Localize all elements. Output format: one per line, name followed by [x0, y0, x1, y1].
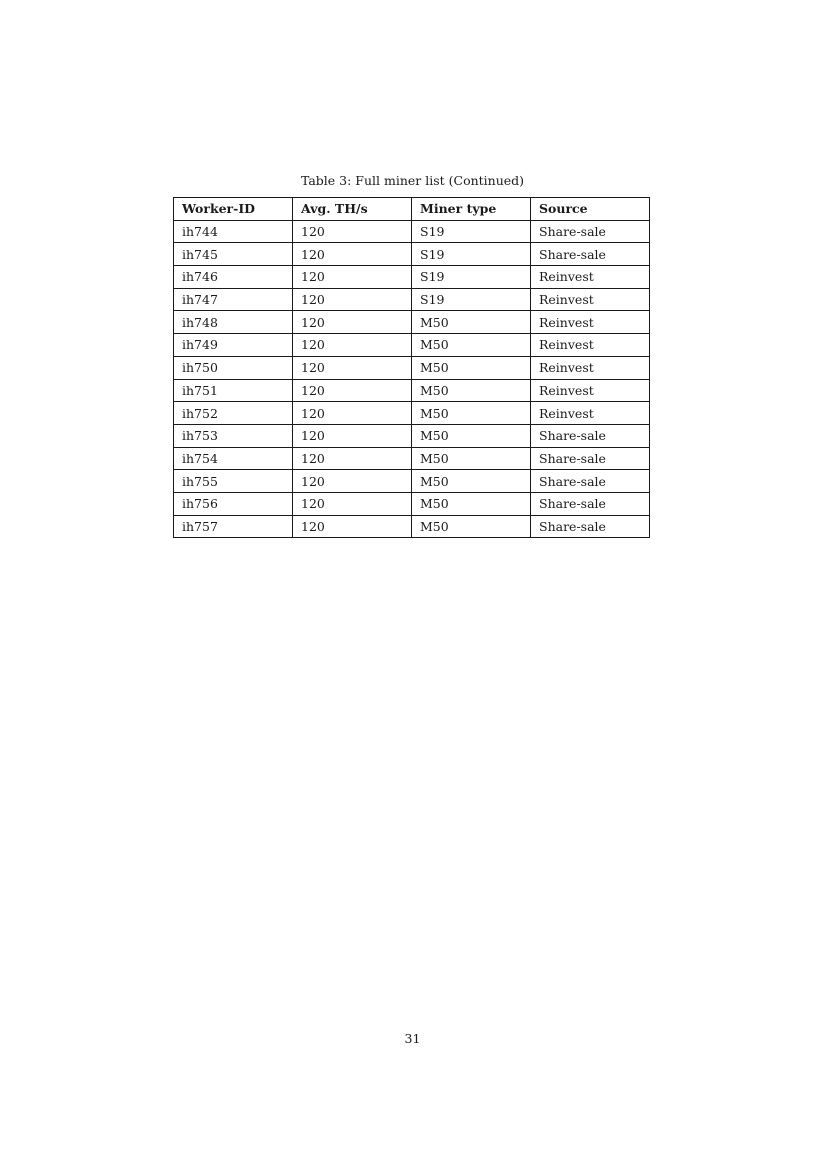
- table-row: [174, 402, 650, 425]
- cell-worker-id: ih744: [174, 220, 293, 243]
- cell-source: Reinvest: [531, 379, 650, 402]
- column-header-worker-id: Worker-ID: [174, 198, 293, 221]
- cell-source: Share-sale: [531, 243, 650, 266]
- page-number: 31: [404, 1031, 421, 1046]
- cell-avg-ths: 120: [293, 220, 412, 243]
- cell-miner-type: S19: [412, 243, 531, 266]
- cell-source: Reinvest: [531, 356, 650, 379]
- cell-miner-type: S19: [412, 266, 531, 289]
- table-row: [174, 424, 650, 447]
- cell-avg-ths: 120: [293, 470, 412, 493]
- cell-source: Reinvest: [531, 311, 650, 334]
- cell-miner-type: M50: [412, 424, 531, 447]
- header-row: [174, 198, 650, 221]
- cell-avg-ths: 120: [293, 243, 412, 266]
- table-row: [174, 356, 650, 379]
- cell-avg-ths: 120: [293, 288, 412, 311]
- cell-worker-id: ih747: [174, 288, 293, 311]
- cell-worker-id: ih755: [174, 470, 293, 493]
- table-caption: Table 3: Full miner list (Continued): [300, 173, 525, 188]
- table-row: [174, 311, 650, 334]
- cell-worker-id: ih746: [174, 266, 293, 289]
- cell-miner-type: M50: [412, 515, 531, 538]
- column-header-source: Source: [531, 198, 650, 221]
- cell-miner-type: S19: [412, 220, 531, 243]
- column-header-miner-type: Miner type: [412, 198, 531, 221]
- table-row: [174, 470, 650, 493]
- cell-avg-ths: 120: [293, 311, 412, 334]
- cell-worker-id: ih748: [174, 311, 293, 334]
- cell-avg-ths: 120: [293, 492, 412, 515]
- cell-worker-id: ih752: [174, 402, 293, 425]
- cell-worker-id: ih757: [174, 515, 293, 538]
- cell-source: Reinvest: [531, 266, 650, 289]
- column-header-avg-ths: Avg. TH/s: [293, 198, 412, 221]
- cell-avg-ths: 120: [293, 515, 412, 538]
- cell-source: Share-sale: [531, 470, 650, 493]
- cell-avg-ths: 120: [293, 266, 412, 289]
- cell-miner-type: S19: [412, 288, 531, 311]
- cell-miner-type: M50: [412, 492, 531, 515]
- cell-source: Share-sale: [531, 492, 650, 515]
- cell-worker-id: ih756: [174, 492, 293, 515]
- table-row: [174, 515, 650, 538]
- cell-miner-type: M50: [412, 402, 531, 425]
- table-row: [174, 220, 650, 243]
- cell-avg-ths: 120: [293, 447, 412, 470]
- table-row: [174, 447, 650, 470]
- table-row: [174, 492, 650, 515]
- cell-worker-id: ih753: [174, 424, 293, 447]
- cell-source: Share-sale: [531, 447, 650, 470]
- cell-miner-type: M50: [412, 470, 531, 493]
- cell-miner-type: M50: [412, 447, 531, 470]
- cell-source: Reinvest: [531, 402, 650, 425]
- cell-miner-type: M50: [412, 379, 531, 402]
- table-row: [174, 266, 650, 289]
- table-row: [174, 243, 650, 266]
- cell-source: Share-sale: [531, 515, 650, 538]
- table-header: [174, 198, 650, 221]
- cell-source: Share-sale: [531, 220, 650, 243]
- cell-source: Share-sale: [531, 424, 650, 447]
- cell-miner-type: M50: [412, 311, 531, 334]
- miner-list-table: [173, 197, 650, 538]
- cell-worker-id: ih749: [174, 334, 293, 357]
- cell-avg-ths: 120: [293, 379, 412, 402]
- cell-avg-ths: 120: [293, 334, 412, 357]
- table-row: [174, 379, 650, 402]
- cell-worker-id: ih754: [174, 447, 293, 470]
- cell-miner-type: M50: [412, 356, 531, 379]
- table-row: [174, 334, 650, 357]
- table-row: [174, 288, 650, 311]
- cell-avg-ths: 120: [293, 402, 412, 425]
- cell-worker-id: ih745: [174, 243, 293, 266]
- cell-worker-id: ih750: [174, 356, 293, 379]
- cell-source: Reinvest: [531, 334, 650, 357]
- cell-avg-ths: 120: [293, 356, 412, 379]
- cell-miner-type: M50: [412, 334, 531, 357]
- cell-source: Reinvest: [531, 288, 650, 311]
- cell-worker-id: ih751: [174, 379, 293, 402]
- cell-avg-ths: 120: [293, 424, 412, 447]
- table-body: [174, 220, 650, 538]
